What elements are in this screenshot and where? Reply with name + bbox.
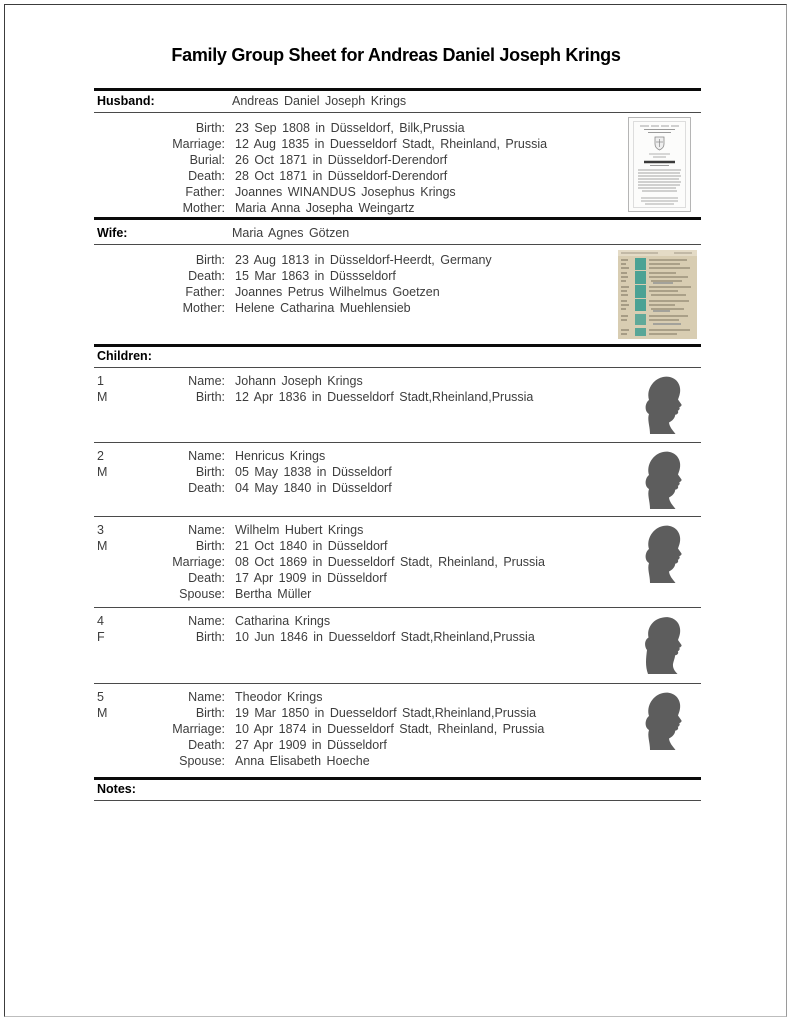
child-number: 5 [97, 690, 104, 704]
detail-label: Death: [188, 169, 225, 183]
detail-label: Name: [188, 449, 225, 463]
detail-value: Maria Anna Josepha Weingartz [235, 201, 415, 215]
detail-value: Helene Catharina Muehlensieb [235, 301, 411, 315]
husband-section-header [94, 91, 701, 113]
male-silhouette-image [639, 372, 685, 434]
church-register-image [618, 250, 697, 339]
detail-label: Name: [188, 614, 225, 628]
male-silhouette-image [639, 447, 685, 509]
detail-row [94, 168, 701, 184]
detail-row [94, 522, 701, 538]
detail-row [94, 538, 701, 554]
detail-value: Joannes WINANDUS Josephus Krings [235, 185, 456, 199]
detail-value: Johann Joseph Krings [235, 374, 363, 388]
wife-section-label: Wife: [97, 226, 128, 240]
child-id [97, 522, 107, 554]
detail-row [94, 721, 701, 737]
child-row [94, 608, 701, 684]
detail-label: Death: [188, 481, 225, 495]
child-row [94, 368, 701, 443]
detail-label: Birth: [195, 121, 225, 135]
detail-row [94, 373, 701, 389]
detail-value: Bertha Müller [235, 587, 312, 601]
detail-row [94, 200, 701, 216]
child-id [97, 448, 107, 480]
detail-value: 05 May 1838 in Düsseldorf [235, 465, 392, 479]
female-silhouette-image [639, 612, 685, 674]
detail-label: Name: [188, 690, 225, 704]
detail-row [94, 300, 701, 316]
detail-row [94, 268, 701, 284]
child-row [94, 443, 701, 517]
child-row [94, 517, 701, 608]
detail-label: Spouse: [179, 754, 225, 768]
detail-label: Marriage: [172, 722, 225, 736]
detail-value: 27 Apr 1909 in Düsseldorf [235, 738, 387, 752]
detail-label: Name: [188, 523, 225, 537]
detail-value: 12 Apr 1836 in Duesseldorf Stadt,Rheinland,Prussia [235, 390, 534, 404]
detail-value: Wilhelm Hubert Krings [235, 523, 364, 537]
detail-value: 04 May 1840 in Düsseldorf [235, 481, 392, 495]
detail-value: 12 Aug 1835 in Duesseldorf Stadt, Rheinland, Prussia [235, 137, 548, 151]
detail-label: Mother: [182, 201, 225, 215]
detail-row [94, 448, 701, 464]
detail-row [94, 120, 701, 136]
memorial-card-image [628, 117, 691, 212]
child-sex: M [97, 465, 108, 479]
detail-value: 23 Sep 1808 in Düsseldorf, Bilk,Prussia [235, 121, 465, 135]
child-number: 4 [97, 614, 104, 628]
detail-label: Marriage: [172, 555, 225, 569]
wife-name: Maria Agnes Götzen [232, 226, 350, 240]
detail-row [94, 554, 701, 570]
detail-label: Birth: [195, 253, 225, 267]
child-sex: M [97, 390, 108, 404]
detail-value: Catharina Krings [235, 614, 331, 628]
child-id [97, 373, 107, 405]
detail-value: 26 Oct 1871 in Düsseldorf-Derendorf [235, 153, 448, 167]
detail-value: 19 Mar 1850 in Duesseldorf Stadt,Rheinland,Prussia [235, 706, 537, 720]
detail-label: Death: [188, 269, 225, 283]
detail-label: Marriage: [172, 137, 225, 151]
detail-value: Joannes Petrus Wilhelmus Goetzen [235, 285, 440, 299]
detail-row [94, 629, 701, 645]
detail-row [94, 689, 701, 705]
detail-row [94, 705, 701, 721]
child-sex: M [97, 539, 108, 553]
page-title: Family Group Sheet for Andreas Daniel Joseph Krings [171, 45, 621, 65]
detail-label: Birth: [195, 390, 225, 404]
detail-value: 17 Apr 1909 in Düsseldorf [235, 571, 387, 585]
husband-name: Andreas Daniel Joseph Krings [232, 94, 407, 108]
male-silhouette-image [639, 688, 685, 750]
detail-value: 08 Oct 1869 in Duesseldorf Stadt, Rheinland, Prussia [235, 555, 546, 569]
detail-row [94, 570, 701, 586]
detail-row [94, 613, 701, 629]
detail-label: Birth: [195, 465, 225, 479]
detail-value: 15 Mar 1863 in Düssseldorf [235, 269, 396, 283]
detail-label: Name: [188, 374, 225, 388]
detail-row [94, 284, 701, 300]
detail-value: 10 Jun 1846 in Duesseldorf Stadt,Rheinland,Prussia [235, 630, 535, 644]
detail-label: Burial: [189, 153, 225, 167]
detail-label: Spouse: [179, 587, 225, 601]
child-row [94, 684, 701, 777]
husband-details [94, 113, 701, 217]
detail-row [94, 136, 701, 152]
detail-label: Birth: [195, 706, 225, 720]
child-sex: M [97, 706, 108, 720]
detail-label: Mother: [182, 301, 225, 315]
children-section-label: Children: [97, 349, 152, 363]
detail-row [94, 753, 701, 769]
detail-row [94, 737, 701, 753]
detail-value: 23 Aug 1813 in Düsseldorf-Heerdt, Germany [235, 253, 492, 267]
detail-label: Birth: [195, 630, 225, 644]
sheet-content [94, 88, 701, 801]
detail-value: Henricus Krings [235, 449, 326, 463]
wife-section-header [94, 220, 701, 245]
detail-label: Birth: [195, 539, 225, 553]
child-id [97, 613, 105, 645]
child-number: 1 [97, 374, 104, 388]
husband-section-label: Husband: [97, 94, 155, 108]
detail-row [94, 464, 701, 480]
child-sex: F [97, 630, 105, 644]
child-number: 3 [97, 523, 104, 537]
detail-label: Father: [185, 185, 225, 199]
detail-value: Theodor Krings [235, 690, 323, 704]
child-number: 2 [97, 449, 104, 463]
notes-section-header [94, 780, 701, 801]
detail-row [94, 389, 701, 405]
detail-row [94, 586, 701, 602]
detail-label: Father: [185, 285, 225, 299]
detail-row [94, 252, 701, 268]
detail-label: Death: [188, 738, 225, 752]
detail-row [94, 152, 701, 168]
detail-value: Anna Elisabeth Hoeche [235, 754, 370, 768]
detail-row [94, 480, 701, 496]
child-id [97, 689, 107, 721]
children-section-header [94, 347, 701, 368]
male-silhouette-image [639, 521, 685, 583]
detail-value: 10 Apr 1874 in Duesseldorf Stadt, Rheinland, Prussia [235, 722, 545, 736]
detail-value: 21 Oct 1840 in Düsseldorf [235, 539, 388, 553]
detail-label: Death: [188, 571, 225, 585]
detail-value: 28 Oct 1871 in Düsseldorf-Derendorf [235, 169, 448, 183]
detail-row [94, 184, 701, 200]
wife-details [94, 245, 701, 344]
notes-section-label: Notes: [97, 782, 136, 796]
